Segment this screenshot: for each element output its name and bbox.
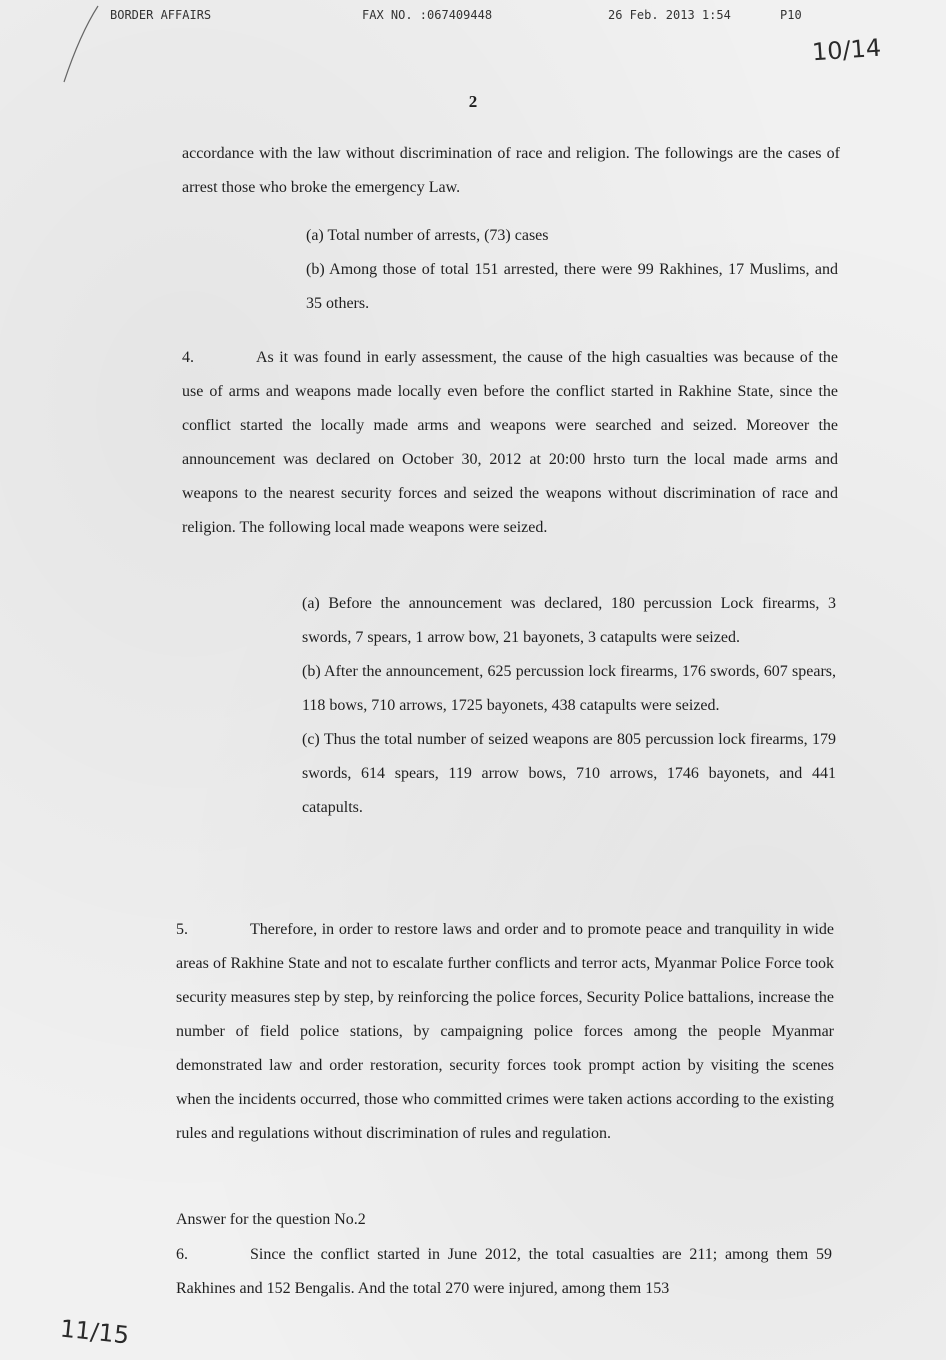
paragraph-5 — [176, 913, 834, 1151]
handwritten-page-note: 11/15 — [58, 1314, 131, 1350]
arrests-item-a: (a) Total number of arrests, (73) cases — [306, 227, 549, 244]
paragraph-5-text: Therefore, in order to restore laws and order and to promote peace and tranquility in wide areas of Rakhine State and not to escalate further conflicts and terror acts, Myanmar Police Force took security measures step by step, by reinforcing the police forces, Security Police battalions, increase the number of field police stations, by campaigning police forces among the people Myanmar demonstrated law and order restoration, security forces took prompt action by visiting the scenes when the incidents occurred, those who committed crimes were taken actions according to the existing rules and regulations without discrimination of rules and regulation. — [176, 921, 835, 1142]
paragraph-6 — [176, 1238, 832, 1306]
fax-sender: BORDER AFFAIRS — [110, 8, 212, 22]
paragraph-6-number: 6. — [176, 1246, 188, 1263]
fax-number: FAX NO. :067409448 — [362, 8, 493, 22]
arrests-list — [306, 219, 838, 321]
paragraph-4-number: 4. — [182, 349, 194, 366]
paragraph-4-text: As it was found in early assessment, the cause of the high casualties was because of the use of arms and weapons made locally even before the conflict started in Rakhine State, since the conflict started the locally made arms and weapons were searched and seized. Moreover the announcement was declared on October 30, 2012 at 20:00 hrsto turn the local made arms and weapons to the nearest security forces and seized the weapons without discrimination of race and religion. The following local made weapons were seized. — [182, 349, 838, 536]
margin-pen-stroke — [60, 4, 100, 84]
fax-header — [110, 8, 830, 26]
weapons-list — [302, 587, 836, 825]
handwritten-page-count: 10/14 — [811, 33, 883, 67]
paragraph-5-number: 5. — [176, 921, 188, 938]
fax-date: 26 Feb. 2013 1:54 — [608, 8, 731, 22]
intro-paragraph: accordance with the law without discrimination of race and religion. The followings are the cases of arrest those who broke the emergency Law. — [182, 145, 840, 196]
weapons-item-b: (b) After the announcement, 625 percussion lock firearms, 176 swords, 607 spears, 118 bows, 710 arrows, 1725 bayonets, 438 catapults were seized. — [302, 663, 836, 714]
weapons-item-c: (c) Thus the total number of seized weapons are 805 percussion lock firearms, 179 swords, 614 spears, 119 arrow bows, 710 arrows, 1746 bayonets, and 441 catapults. — [302, 731, 836, 816]
fax-page-code: P10 — [780, 8, 802, 22]
paragraph-4 — [182, 341, 838, 545]
answer-heading: Answer for the question No.2 — [176, 1211, 366, 1228]
weapons-item-a: (a) Before the announcement was declared, 180 percussion Lock firearms, 3 swords, 7 spears, 1 arrow bow, 21 bayonets, 3 catapults were seized. — [302, 595, 836, 646]
paragraph-6-text: Since the conflict started in June 2012, the total casualties are 211; among them 59 Rakhines and 152 Bengalis. And the total 270 were injured, among them 153 — [176, 1246, 832, 1297]
arrests-item-b: (b) Among those of total 151 arrested, there were 99 Rakhines, 17 Muslims, and 35 others. — [306, 261, 838, 312]
page-number: 2 — [468, 92, 478, 111]
